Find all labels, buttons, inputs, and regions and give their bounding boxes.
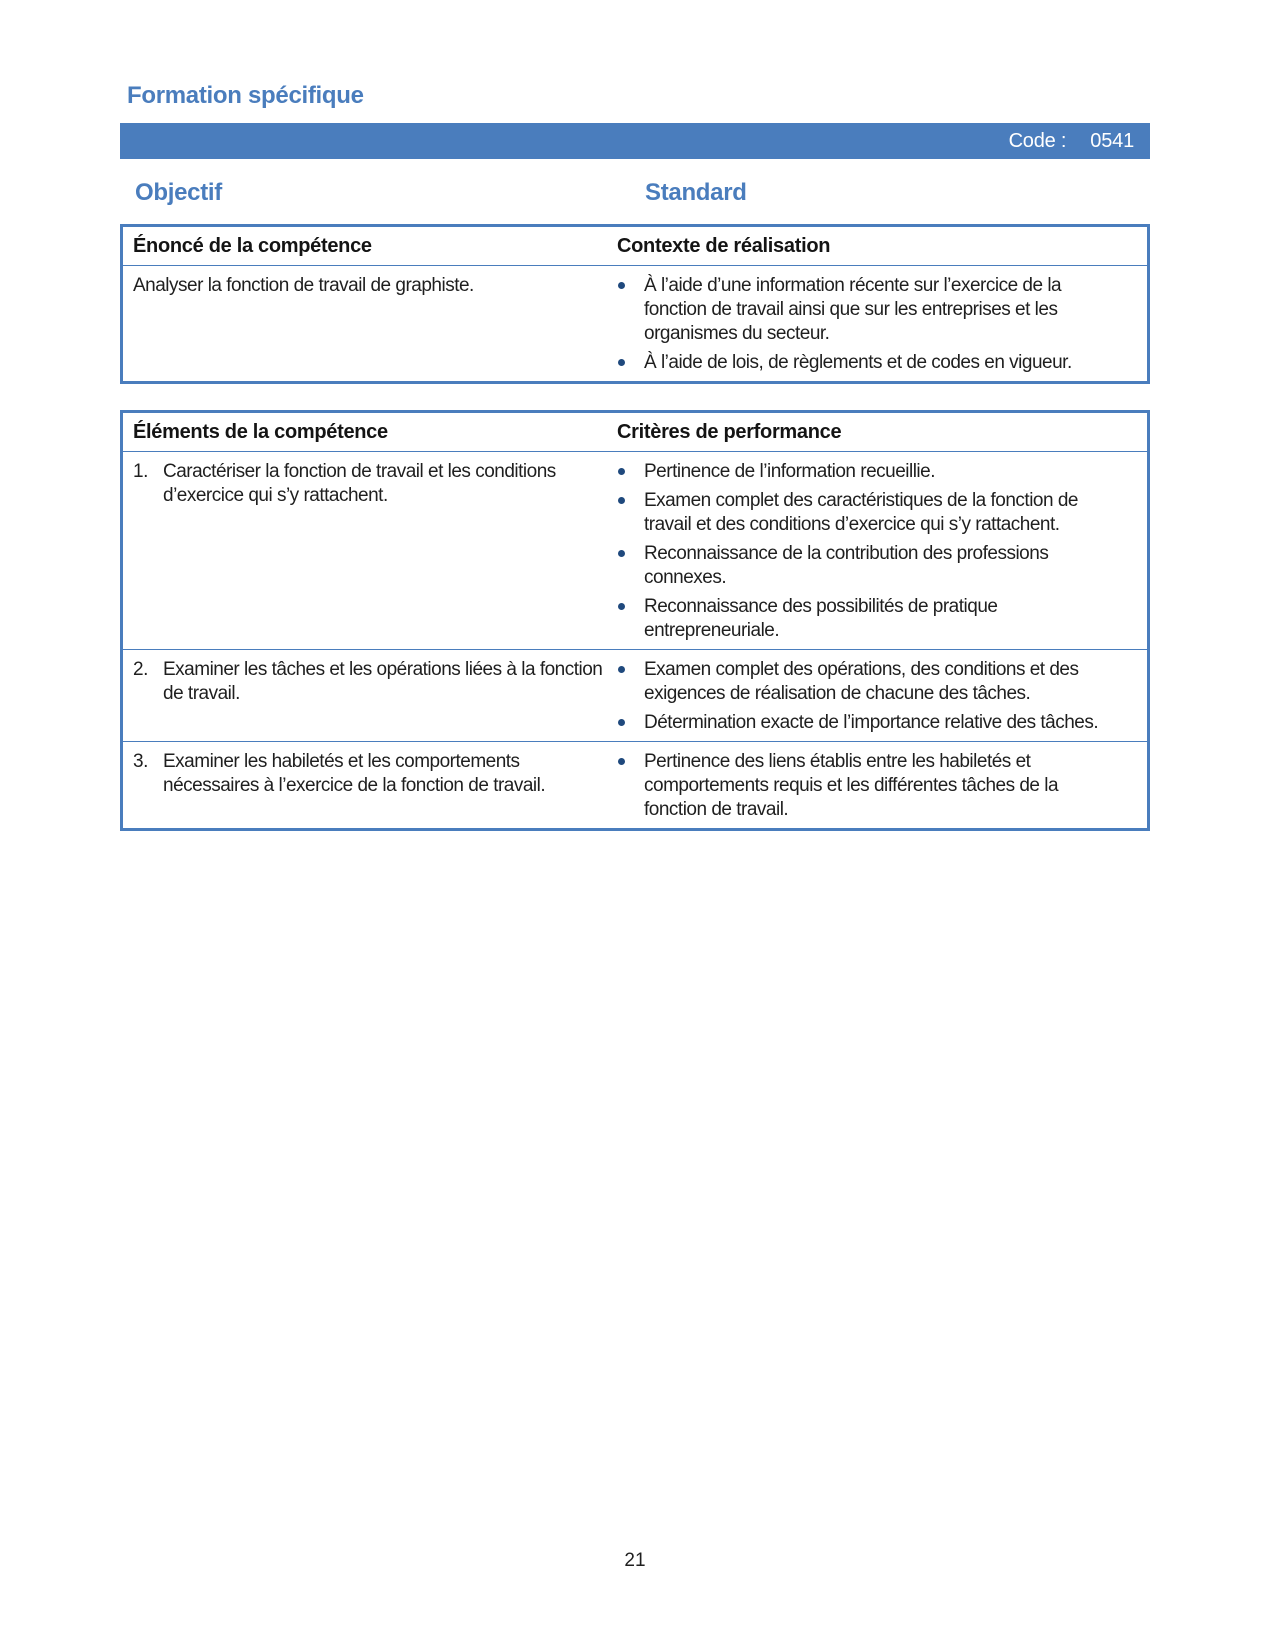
context-bullet-list (617, 274, 1147, 375)
bullet-icon (618, 359, 625, 366)
list-item (617, 658, 1137, 706)
criteria-bullet-list (617, 460, 1147, 643)
bullet-text: À l’aide d’une information récente sur l’exercice de la fonction de travail ainsi que sur les entreprises et les organismes du secteur. (644, 275, 1062, 344)
table-row (123, 649, 1147, 741)
bullet-text: Pertinence des liens établis entre les habiletés et comportements requis et les différentes tâches de la fonction de travail. (644, 751, 1059, 820)
bullet-text: Examen complet des opérations, des conditions et des exigences de réalisation de chacune des tâches. (644, 659, 1079, 704)
element-text: Examiner les habiletés et les comportements nécessaires à l’exercice de la fonction de travail. (163, 751, 546, 796)
table2-header-row (123, 413, 1147, 452)
list-item (617, 274, 1137, 346)
section-title: Formation spécifique (127, 82, 364, 109)
bullet-text: Pertinence de l’information recueillie. (644, 461, 935, 482)
bullet-text: À l’aide de lois, de règlements et de codes en vigueur. (644, 352, 1072, 373)
list-item (617, 351, 1137, 375)
column-headings (120, 179, 1150, 207)
code-label: Code : (1008, 130, 1067, 152)
bullet-text: Examen complet des caractéristiques de la fonction de travail et des conditions d’exercice qui s’y rattachent. (644, 490, 1078, 535)
table2-header-left: Éléments de la compétence (133, 421, 388, 443)
element-item (133, 658, 603, 706)
criteria-bullet-list (617, 750, 1147, 822)
bullet-text: Reconnaissance de la contribution des professions connexes. (644, 543, 1049, 588)
objectif-heading: Objectif (135, 179, 222, 206)
list-item (617, 489, 1137, 537)
table1-header-left: Énoncé de la compétence (133, 235, 372, 257)
bullet-icon (618, 282, 625, 289)
bullet-text: Reconnaissance des possibilités de pratique entrepreneuriale. (644, 596, 998, 641)
bullet-icon (618, 603, 625, 610)
bullet-icon (618, 719, 625, 726)
table-row (123, 452, 1147, 649)
list-item (617, 460, 1137, 484)
bullet-icon (618, 666, 625, 673)
competence-elements-table (120, 410, 1150, 831)
table-row (123, 266, 1147, 381)
element-item (133, 750, 603, 798)
bullet-icon (618, 550, 625, 557)
table1-header-row (123, 227, 1147, 266)
table-row (123, 741, 1147, 828)
element-text: Examiner les tâches et les opérations liées à la fonction de travail. (163, 659, 603, 704)
bullet-icon (618, 468, 625, 475)
code-value: 0541 (1090, 130, 1134, 152)
table1-header-right: Contexte de réalisation (617, 235, 831, 257)
list-item (617, 542, 1137, 590)
competence-statement: Analyser la fonction de travail de graphiste. (133, 275, 474, 296)
bullet-icon (618, 497, 625, 504)
code-bar (120, 123, 1150, 159)
item-number: 3. (133, 751, 148, 772)
element-item (133, 460, 603, 508)
list-item (617, 750, 1137, 822)
competence-statement-table (120, 224, 1150, 384)
table2-header-right: Critères de performance (617, 421, 842, 443)
page-number: 21 (624, 1550, 646, 1571)
list-item (617, 595, 1137, 643)
list-item (617, 711, 1137, 735)
bullet-icon (618, 758, 625, 765)
bullet-text: Détermination exacte de l’importance relative des tâches. (644, 712, 1099, 733)
item-number: 1. (133, 461, 148, 482)
standard-heading: Standard (645, 179, 747, 206)
item-number: 2. (133, 659, 148, 680)
criteria-bullet-list (617, 658, 1147, 735)
element-text: Caractériser la fonction de travail et les conditions d’exercice qui s’y rattachent. (163, 461, 556, 506)
